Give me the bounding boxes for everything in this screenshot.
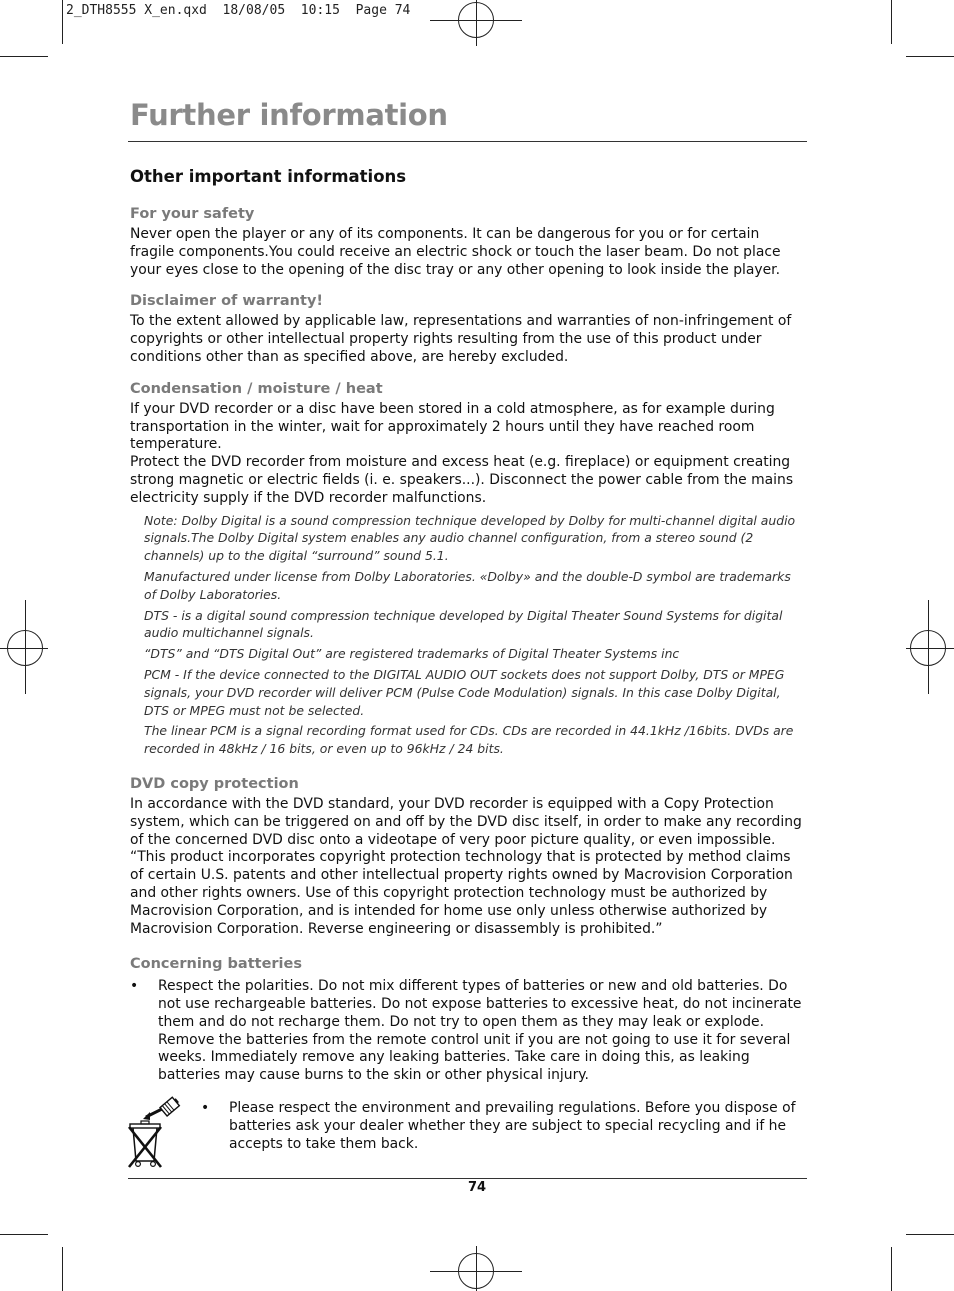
- crop-mark: [906, 56, 954, 57]
- recycling-row: [130, 1100, 806, 1178]
- print-slug: 2_DTH8555 X_en.qxd 18/08/05 10:15 Page 74: [66, 3, 411, 18]
- crop-mark: [0, 1234, 48, 1235]
- note-dolby-license: Manufactured under license from Dolby Laboratories. «Dolby» and the double-D symbol are trademarks of Dolby Laboratories.: [144, 568, 791, 602]
- crop-mark: [0, 56, 48, 57]
- crossed-out-bin-battery-icon: [126, 1095, 186, 1169]
- crop-mark: [891, 0, 892, 44]
- crop-mark: [891, 1247, 892, 1291]
- safety-text: Never open the player or any of its components. It can be dangerous for you or for certain fragile components.You could receive an electric shock or touch the laser beam. Do not place your eyes close to the opening of the disc tray or any other opening to look inside the player.: [130, 226, 781, 278]
- crop-mark: [62, 0, 63, 44]
- batteries-item-2: Please respect the environment and prevailing regulations. Before you dispose of batteries ask your dealer whether they are subject to special recycling and if he accepts to take them back.: [229, 1100, 796, 1152]
- title-rule: [128, 141, 807, 142]
- disclaimer-heading: Disclaimer of warranty!: [130, 293, 324, 310]
- footer-rule: [128, 1178, 807, 1179]
- safety-heading: For your safety: [130, 206, 255, 222]
- list-item: [201, 1100, 801, 1153]
- disclaimer-section: [130, 291, 806, 366]
- crop-mark: [906, 1234, 954, 1235]
- disclaimer-text: To the extent allowed by applicable law, representations and warranties of non-infringement of copyrights or other intellectual property rights resulting from the use of this product under conditions other than as specified above, are hereby excluded.: [130, 313, 792, 365]
- safety-section: [130, 204, 806, 279]
- note-linear-pcm: The linear PCM is a signal recording format used for CDs. CDs are recorded in 44.1kHz /16bits. DVDs are recorded in 48kHz / 16 bits, or even up to 96kHz / 24 bits.: [144, 723, 794, 757]
- bullet-marker: •: [201, 1100, 210, 1117]
- note-dolby-digital: Note: Dolby Digital is a sound compression technique developed by Dolby for multi-channel digital audio signals.The Dolby Digital system enables any audio channel configuration, from a stereo sound (2 channels) up to the digital “surround” sound 5.1.: [144, 512, 796, 564]
- copy-protection-text-2: “This product incorporates copyright protection technology that is protected by method claims of certain U.S. patents and other intellectual property rights owned by Macrovision Corporation and other rights owners. Use of this copyright protection technology must be authorized by Macrovision Corporation, and is intended for home use only unless otherwise authorized by Macrovision Corporation. Reverse engineering or disassembly is prohibited.”: [130, 849, 793, 937]
- section-heading: Other important informations: [130, 167, 407, 186]
- condensation-text-2: Protect the DVD recorder from moisture and excess heat (e.g. fireplace) or equipment creating strong magnetic or electric fields (i. e. speakers...). Disconnect the power cable from the mains electricity supply if the DVD recorder malfunctions.: [130, 454, 794, 506]
- note-dts-trademark: “DTS” and “DTS Digital Out” are registered trademarks of Digital Theater Systems inc: [144, 646, 680, 662]
- main-content: [130, 165, 806, 1178]
- batteries-item-1: Respect the polarities. Do not mix different types of batteries or new and old batteries. Do not use rechargeable batteries. Do not expose batteries to excessive heat, do not incinerate them and do not recharge them. Do not try to open them as they may leak or explode. Remove the batteries from the remote control unit if you are not going to use it for several weeks. Immediately remove any leaking batteries. Take care in doing this, as leaking batteries may cause burns to the skin or other physical injury.: [158, 978, 802, 1084]
- condensation-heading: Condensation / moisture / heat: [130, 380, 383, 397]
- list-item: [130, 978, 806, 1085]
- note-pcm: PCM - If the device connected to the DIGITAL AUDIO OUT sockets does not support Dolby, DTS or MPEG signals, your DVD recorder will deliver PCM (Pulse Code Modulation) signals. In this case Dolby Digital, DTS or MPEG must not be selected.: [144, 666, 785, 718]
- copy-protection-heading: DVD copy protection: [130, 775, 299, 792]
- copy-protection-text-1: In accordance with the DVD standard, your DVD recorder is equipped with a Copy Protection system, which can be triggered on and off by the DVD disc itself, in order to make any recording of the concerned DVD disc onto a videotape of very poor picture quality, or even impossible.: [130, 795, 802, 848]
- batteries-section: [130, 954, 806, 1178]
- copy-protection-section: [130, 774, 806, 938]
- condensation-text-1: If your DVD recorder or a disc have been stored in a cold atmosphere, as for example during transportation in the winter, wait for approximately 2 hours until they have reached room temperature.: [130, 400, 775, 453]
- page-number: 74: [467, 1180, 487, 1195]
- condensation-section: [130, 379, 806, 758]
- batteries-heading: Concerning batteries: [130, 956, 302, 973]
- bullet-marker: •: [130, 978, 139, 995]
- page-title: Further information: [130, 98, 448, 132]
- crop-mark: [62, 1247, 63, 1291]
- note-dts: DTS - is a digital sound compression technique developed by Digital Theater Sound Systems for digital audio multichannel signals.: [144, 607, 783, 641]
